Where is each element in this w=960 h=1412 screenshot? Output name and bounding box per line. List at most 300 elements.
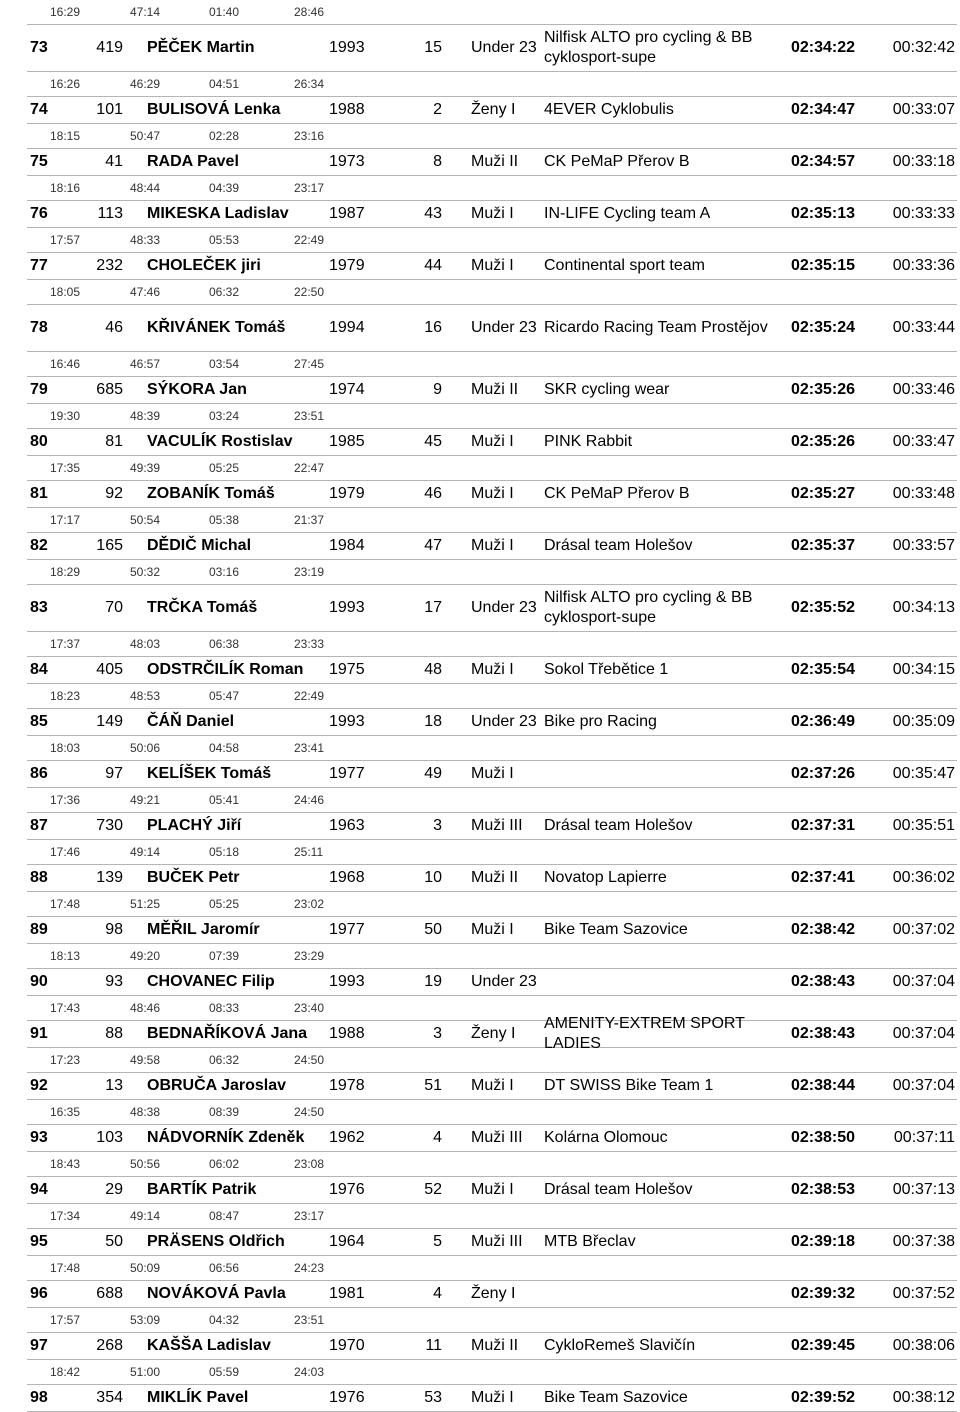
- cell-year: 1993: [329, 39, 365, 56]
- split-time-3: 05:25: [209, 461, 240, 475]
- cell-bib: 70: [105, 599, 123, 616]
- cell-team: 4EVER Cyklobulis: [544, 101, 674, 118]
- cell-name: TRČKA Tomáš: [147, 599, 258, 616]
- split-time-3: 03:54: [209, 357, 240, 371]
- cell-time: 02:38:53: [790, 1181, 855, 1198]
- cell-name: KELÍŠEK Tomáš: [147, 765, 272, 782]
- cell-pos: 88: [30, 869, 48, 886]
- split-time-2: 47:14: [130, 5, 161, 19]
- split-time-3: 05:47: [209, 689, 240, 703]
- cell-cat-rank: 16: [424, 319, 442, 336]
- split-time-4: 23:17: [294, 1209, 325, 1223]
- split-time-3: 08:33: [209, 1001, 240, 1015]
- split-time-1: 18:29: [50, 565, 81, 579]
- cell-year: 1976: [329, 1389, 365, 1406]
- cell-year: 1987: [329, 205, 365, 222]
- cell-team: SKR cycling wear: [544, 381, 670, 398]
- cell-pos: 75: [30, 153, 48, 170]
- split-time-2: 48:53: [130, 689, 161, 703]
- split-times-row: [27, 228, 957, 253]
- cell-cat-rank: 18: [424, 713, 442, 730]
- split-time-1: 17:35: [50, 461, 81, 475]
- split-time-4: 27:45: [294, 357, 325, 371]
- split-times-row: [27, 1308, 957, 1333]
- split-time-4: 23:33: [294, 637, 325, 651]
- cell-cat-rank: 2: [433, 101, 442, 118]
- cell-category: Muži II: [471, 869, 519, 886]
- split-time-2: 50:06: [130, 741, 161, 755]
- split-time-4: 26:34: [294, 77, 325, 91]
- cell-category: Ženy I: [471, 1285, 516, 1302]
- cell-category: Muži II: [471, 381, 519, 398]
- split-time-4: 21:37: [294, 513, 325, 527]
- cell-cat-rank: 19: [424, 973, 442, 990]
- split-times-row: [27, 124, 957, 149]
- cell-team: CykloRemeš Slavičín: [544, 1337, 696, 1354]
- cell-pos: 79: [30, 381, 48, 398]
- split-time-2: 49:58: [130, 1053, 161, 1067]
- cell-category: Muži I: [471, 1181, 514, 1198]
- cell-loss: 00:37:13: [892, 1181, 955, 1198]
- cell-bib: 232: [96, 257, 123, 274]
- cell-loss: 00:33:18: [892, 153, 955, 170]
- split-times-row: [27, 1048, 957, 1073]
- cell-time: 02:35:54: [790, 661, 855, 678]
- cell-category: Muži I: [471, 921, 514, 938]
- cell-category: Under 23: [471, 319, 537, 336]
- cell-year: 1981: [329, 1285, 365, 1302]
- cell-cat-rank: 8: [433, 153, 442, 170]
- result-row: [27, 533, 957, 560]
- cell-bib: 97: [105, 765, 123, 782]
- split-time-3: 08:39: [209, 1105, 240, 1119]
- cell-year: 1962: [329, 1129, 365, 1146]
- split-time-4: 23:16: [294, 129, 325, 143]
- cell-time: 02:38:43: [790, 973, 855, 990]
- cell-time: 02:35:13: [790, 205, 855, 222]
- cell-bib: 354: [96, 1389, 123, 1406]
- split-time-4: 23:51: [294, 409, 325, 423]
- cell-team: [544, 761, 784, 787]
- cell-team: Novatop Lapierre: [544, 869, 667, 886]
- cell-time: 02:36:49: [790, 713, 855, 730]
- cell-pos: 89: [30, 921, 48, 938]
- cell-team: IN-LIFE Cycling team A: [544, 205, 711, 222]
- cell-category: Muži I: [471, 661, 514, 678]
- cell-loss: 00:37:04: [892, 1025, 955, 1042]
- cell-loss: 00:35:47: [892, 765, 955, 782]
- cell-name: KŘIVÁNEK Tomáš: [147, 319, 286, 336]
- split-times-row: [27, 352, 957, 377]
- cell-name: CHOLEČEK jiri: [147, 257, 261, 274]
- cell-cat-rank: 3: [433, 817, 442, 834]
- split-time-1: 18:16: [50, 181, 81, 195]
- cell-team: CK PeMaP Přerov B: [544, 485, 690, 502]
- cell-cat-rank: 10: [424, 869, 442, 886]
- split-time-3: 02:28: [209, 129, 240, 143]
- result-row: [27, 1015, 957, 1052]
- cell-cat-rank: 45: [424, 433, 442, 450]
- cell-time: 02:35:24: [790, 319, 855, 336]
- cell-pos: 95: [30, 1233, 48, 1250]
- cell-category: Muži II: [471, 1337, 519, 1354]
- cell-category: Ženy I: [471, 1025, 516, 1042]
- cell-cat-rank: 11: [425, 1337, 442, 1354]
- result-row: [27, 305, 957, 352]
- split-times-row: [27, 684, 957, 709]
- results-table: [27, 0, 957, 1412]
- cell-loss: 00:35:51: [892, 817, 955, 834]
- cell-pos: 87: [30, 817, 48, 834]
- cell-year: 1970: [329, 1337, 365, 1354]
- cell-name: ZOBANÍK Tomáš: [147, 485, 275, 502]
- split-time-1: 16:35: [50, 1105, 81, 1119]
- cell-category: Under 23: [471, 973, 537, 990]
- cell-loss: 00:33:07: [892, 101, 955, 118]
- split-time-2: 46:29: [130, 77, 161, 91]
- cell-time: 02:39:18: [790, 1233, 855, 1250]
- result-row: [27, 253, 957, 280]
- cell-pos: 91: [30, 1025, 48, 1042]
- split-time-2: 50:47: [130, 129, 161, 143]
- split-time-3: 07:39: [209, 949, 240, 963]
- split-times-row: [27, 892, 957, 917]
- cell-year: 1973: [329, 153, 365, 170]
- split-time-2: 48:38: [130, 1105, 161, 1119]
- split-times-row: [27, 1100, 957, 1125]
- split-time-1: 18:05: [50, 285, 81, 299]
- cell-year: 1978: [329, 1077, 365, 1094]
- cell-bib: 46: [105, 319, 123, 336]
- split-time-4: 24:03: [294, 1365, 325, 1379]
- split-time-2: 49:14: [130, 1209, 161, 1223]
- split-time-4: 23:40: [294, 1001, 325, 1015]
- split-times-row: [27, 1152, 957, 1177]
- cell-name: BEDNAŘÍKOVÁ Jana: [147, 1025, 308, 1042]
- cell-loss: 00:37:02: [892, 921, 955, 938]
- cell-time: 02:39:52: [790, 1389, 855, 1406]
- cell-cat-rank: 17: [424, 599, 442, 616]
- cell-time: 02:35:27: [790, 485, 855, 502]
- split-times-row: [27, 840, 957, 865]
- cell-bib: 688: [96, 1285, 123, 1302]
- cell-year: 1968: [329, 869, 365, 886]
- cell-loss: 00:33:33: [892, 205, 955, 222]
- cell-bib: 98: [105, 921, 123, 938]
- result-row: [27, 1073, 957, 1100]
- split-time-1: 17:34: [50, 1209, 81, 1223]
- split-time-2: 51:25: [130, 897, 161, 911]
- cell-pos: 82: [30, 537, 48, 554]
- cell-team: Sokol Třebětice 1: [544, 661, 669, 678]
- cell-category: Muži I: [471, 765, 514, 782]
- split-time-4: 24:50: [294, 1053, 325, 1067]
- cell-time: 02:35:52: [790, 599, 855, 616]
- cell-cat-rank: 46: [424, 485, 442, 502]
- split-time-4: 23:19: [294, 565, 325, 579]
- cell-category: Muži II: [471, 153, 519, 170]
- split-time-3: 04:51: [209, 77, 240, 91]
- split-time-4: 24:46: [294, 793, 325, 807]
- split-time-4: 24:50: [294, 1105, 325, 1119]
- cell-name: MIKLÍK Pavel: [147, 1389, 249, 1406]
- split-times-row: [27, 788, 957, 813]
- split-time-2: 48:44: [130, 181, 161, 195]
- cell-cat-rank: 4: [433, 1285, 442, 1302]
- cell-pos: 92: [30, 1077, 48, 1094]
- cell-name: NÁDVORNÍK Zdeněk: [147, 1129, 305, 1146]
- cell-year: 1994: [329, 319, 365, 336]
- split-time-4: 23:29: [294, 949, 325, 963]
- split-time-1: 18:03: [50, 741, 81, 755]
- split-time-4: 23:08: [294, 1157, 325, 1171]
- cell-pos: 98: [30, 1389, 48, 1406]
- cell-team: Nilfisk ALTO pro cycling & BB cyklosport-supe: [544, 589, 753, 626]
- cell-cat-rank: 50: [424, 921, 442, 938]
- cell-team: [544, 969, 784, 995]
- cell-time: 02:39:32: [790, 1285, 855, 1302]
- split-time-1: 18:23: [50, 689, 81, 703]
- cell-pos: 85: [30, 713, 48, 730]
- cell-bib: 139: [96, 869, 123, 886]
- cell-year: 1993: [329, 713, 365, 730]
- cell-team: AMENITY-EXTREM SPORT LADIES: [544, 1015, 745, 1052]
- cell-time: 02:38:43: [790, 1025, 855, 1042]
- cell-category: Muži I: [471, 485, 514, 502]
- cell-name: MĚŘIL Jaromír: [147, 921, 260, 938]
- cell-name: ODSTRČILÍK Roman: [147, 661, 304, 678]
- cell-year: 1964: [329, 1233, 365, 1250]
- split-time-3: 03:16: [209, 565, 240, 579]
- cell-time: 02:35:26: [790, 381, 855, 398]
- cell-cat-rank: 53: [424, 1389, 442, 1406]
- cell-category: Under 23: [471, 39, 537, 56]
- split-time-2: 46:57: [130, 357, 161, 371]
- cell-bib: 730: [96, 817, 123, 834]
- cell-team: Bike pro Racing: [544, 713, 657, 730]
- cell-cat-rank: 15: [424, 39, 442, 56]
- split-time-4: 22:49: [294, 689, 325, 703]
- cell-name: DĚDIČ Michal: [147, 537, 252, 554]
- result-row: [27, 1333, 957, 1360]
- cell-pos: 83: [30, 599, 48, 616]
- split-time-1: 16:26: [50, 77, 81, 91]
- split-time-1: 18:43: [50, 1157, 81, 1171]
- cell-team: Ricardo Racing Team Prostějov: [544, 319, 768, 336]
- split-time-4: 23:17: [294, 181, 325, 195]
- result-row: [27, 657, 957, 684]
- result-row: [27, 917, 957, 944]
- split-time-2: 50:54: [130, 513, 161, 527]
- cell-time: 02:39:45: [790, 1337, 855, 1354]
- cell-team: Drásal team Holešov: [544, 817, 693, 834]
- split-times-row: [27, 72, 957, 97]
- split-times-row: [27, 560, 957, 585]
- split-time-1: 16:29: [50, 5, 81, 19]
- split-times-row: [27, 1360, 957, 1385]
- split-time-3: 04:32: [209, 1313, 240, 1327]
- result-row: [27, 377, 957, 404]
- split-time-2: 50:32: [130, 565, 161, 579]
- cell-loss: 00:38:12: [892, 1389, 955, 1406]
- split-time-1: 16:46: [50, 357, 81, 371]
- cell-year: 1975: [329, 661, 365, 678]
- result-row: [27, 1385, 957, 1412]
- cell-name: ČÁŇ Daniel: [147, 713, 235, 730]
- cell-year: 1977: [329, 765, 365, 782]
- split-time-1: 17:46: [50, 845, 81, 859]
- cell-name: BULISOVÁ Lenka: [147, 101, 281, 118]
- cell-time: 02:37:31: [790, 817, 855, 834]
- cell-cat-rank: 9: [433, 381, 442, 398]
- cell-cat-rank: 3: [433, 1025, 442, 1042]
- cell-team: CK PeMaP Přerov B: [544, 153, 690, 170]
- cell-name: SÝKORA Jan: [147, 381, 247, 398]
- split-time-1: 17:17: [50, 513, 81, 527]
- cell-time: 02:38:50: [790, 1129, 855, 1146]
- split-times-row: [27, 1256, 957, 1281]
- cell-year: 1974: [329, 381, 365, 398]
- cell-team: DT SWISS Bike Team 1: [544, 1077, 714, 1094]
- split-time-3: 06:56: [209, 1261, 240, 1275]
- cell-bib: 29: [105, 1181, 123, 1198]
- cell-category: Muži I: [471, 257, 514, 274]
- cell-pos: 86: [30, 765, 48, 782]
- split-time-2: 49:21: [130, 793, 161, 807]
- cell-time: 02:37:41: [790, 869, 855, 886]
- split-time-3: 05:25: [209, 897, 240, 911]
- cell-loss: 00:33:57: [892, 537, 955, 554]
- cell-loss: 00:33:36: [892, 257, 955, 274]
- split-time-3: 06:38: [209, 637, 240, 651]
- cell-bib: 405: [96, 661, 123, 678]
- cell-loss: 00:34:15: [892, 661, 955, 678]
- cell-name: PRÄSENS Oldřich: [147, 1233, 285, 1250]
- split-time-2: 47:46: [130, 285, 161, 299]
- split-time-1: 17:57: [50, 1313, 81, 1327]
- cell-loss: 00:37:04: [892, 973, 955, 990]
- split-time-1: 17:36: [50, 793, 81, 807]
- cell-category: Muži I: [471, 1077, 514, 1094]
- cell-time: 02:34:22: [790, 39, 855, 56]
- split-time-2: 51:00: [130, 1365, 161, 1379]
- cell-team: Bike Team Sazovice: [544, 921, 688, 938]
- cell-year: 1976: [329, 1181, 365, 1198]
- split-time-2: 50:56: [130, 1157, 161, 1171]
- cell-bib: 92: [105, 485, 123, 502]
- cell-time: 02:38:44: [790, 1077, 855, 1094]
- split-times-row: [27, 0, 957, 25]
- split-times-row: [27, 1204, 957, 1229]
- split-times-row: [27, 280, 957, 305]
- split-times-row: [27, 176, 957, 201]
- cell-loss: 00:36:02: [892, 869, 955, 886]
- cell-bib: 149: [96, 713, 123, 730]
- split-time-1: 18:15: [50, 129, 81, 143]
- cell-time: 02:37:26: [790, 765, 855, 782]
- split-time-1: 17:43: [50, 1001, 81, 1015]
- cell-loss: 00:38:06: [892, 1337, 955, 1354]
- split-time-3: 04:58: [209, 741, 240, 755]
- cell-bib: 685: [96, 381, 123, 398]
- split-time-4: 25:11: [294, 845, 324, 859]
- result-row: [27, 149, 957, 176]
- cell-category: Muži III: [471, 817, 523, 834]
- cell-category: Ženy I: [471, 101, 516, 118]
- split-time-2: 49:20: [130, 949, 161, 963]
- cell-category: Under 23: [471, 713, 537, 730]
- split-time-3: 08:47: [209, 1209, 240, 1223]
- cell-team: Continental sport team: [544, 257, 705, 274]
- cell-pos: 78: [30, 319, 48, 336]
- cell-bib: 103: [96, 1129, 123, 1146]
- cell-loss: 00:35:09: [892, 713, 955, 730]
- result-row: [27, 201, 957, 228]
- cell-loss: 00:34:13: [892, 599, 955, 616]
- cell-pos: 80: [30, 433, 48, 450]
- split-times-row: [27, 736, 957, 761]
- cell-year: 1979: [329, 485, 365, 502]
- cell-bib: 165: [96, 537, 123, 554]
- cell-name: PLACHÝ Jiří: [147, 817, 242, 834]
- split-time-3: 05:38: [209, 513, 240, 527]
- cell-name: NOVÁKOVÁ Pavla: [147, 1285, 286, 1302]
- cell-cat-rank: 51: [424, 1077, 442, 1094]
- split-time-2: 48:39: [130, 409, 161, 423]
- split-time-4: 24:23: [294, 1261, 325, 1275]
- cell-cat-rank: 49: [424, 765, 442, 782]
- cell-bib: 93: [105, 973, 123, 990]
- split-time-2: 49:39: [130, 461, 161, 475]
- split-time-2: 48:03: [130, 637, 161, 651]
- cell-time: 02:38:42: [790, 921, 855, 938]
- cell-name: MIKESKA Ladislav: [147, 205, 289, 222]
- result-row: [27, 97, 957, 124]
- split-times-row: [27, 508, 957, 533]
- cell-team: Nilfisk ALTO pro cycling & BB cyklosport-supe: [544, 29, 753, 66]
- result-row: [27, 709, 957, 736]
- split-time-3: 01:40: [209, 5, 240, 19]
- split-time-1: 18:42: [50, 1365, 81, 1379]
- split-time-1: 17:57: [50, 233, 81, 247]
- cell-category: Muži I: [471, 433, 514, 450]
- split-times-row: [27, 996, 957, 1021]
- cell-bib: 13: [105, 1077, 123, 1094]
- cell-loss: 00:33:44: [892, 319, 955, 336]
- cell-loss: 00:32:42: [892, 39, 955, 56]
- cell-name: RADA Pavel: [147, 153, 239, 170]
- cell-pos: 93: [30, 1129, 48, 1146]
- cell-cat-rank: 4: [433, 1129, 442, 1146]
- split-time-2: 48:33: [130, 233, 161, 247]
- result-row: [27, 1281, 957, 1308]
- cell-cat-rank: 48: [424, 661, 442, 678]
- cell-year: 1993: [329, 973, 365, 990]
- result-row: [27, 429, 957, 456]
- cell-time: 02:35:15: [790, 257, 855, 274]
- cell-team: Drásal team Holešov: [544, 1181, 693, 1198]
- cell-pos: 84: [30, 661, 48, 678]
- cell-loss: 00:37:11: [893, 1129, 955, 1146]
- cell-category: Muži III: [471, 1233, 523, 1250]
- split-time-4: 22:47: [294, 461, 325, 475]
- split-time-3: 05:18: [209, 845, 240, 859]
- split-time-3: 05:59: [209, 1365, 240, 1379]
- split-time-3: 05:41: [209, 793, 240, 807]
- cell-time: 02:34:47: [790, 101, 855, 118]
- cell-pos: 96: [30, 1285, 48, 1302]
- cell-pos: 77: [30, 257, 48, 274]
